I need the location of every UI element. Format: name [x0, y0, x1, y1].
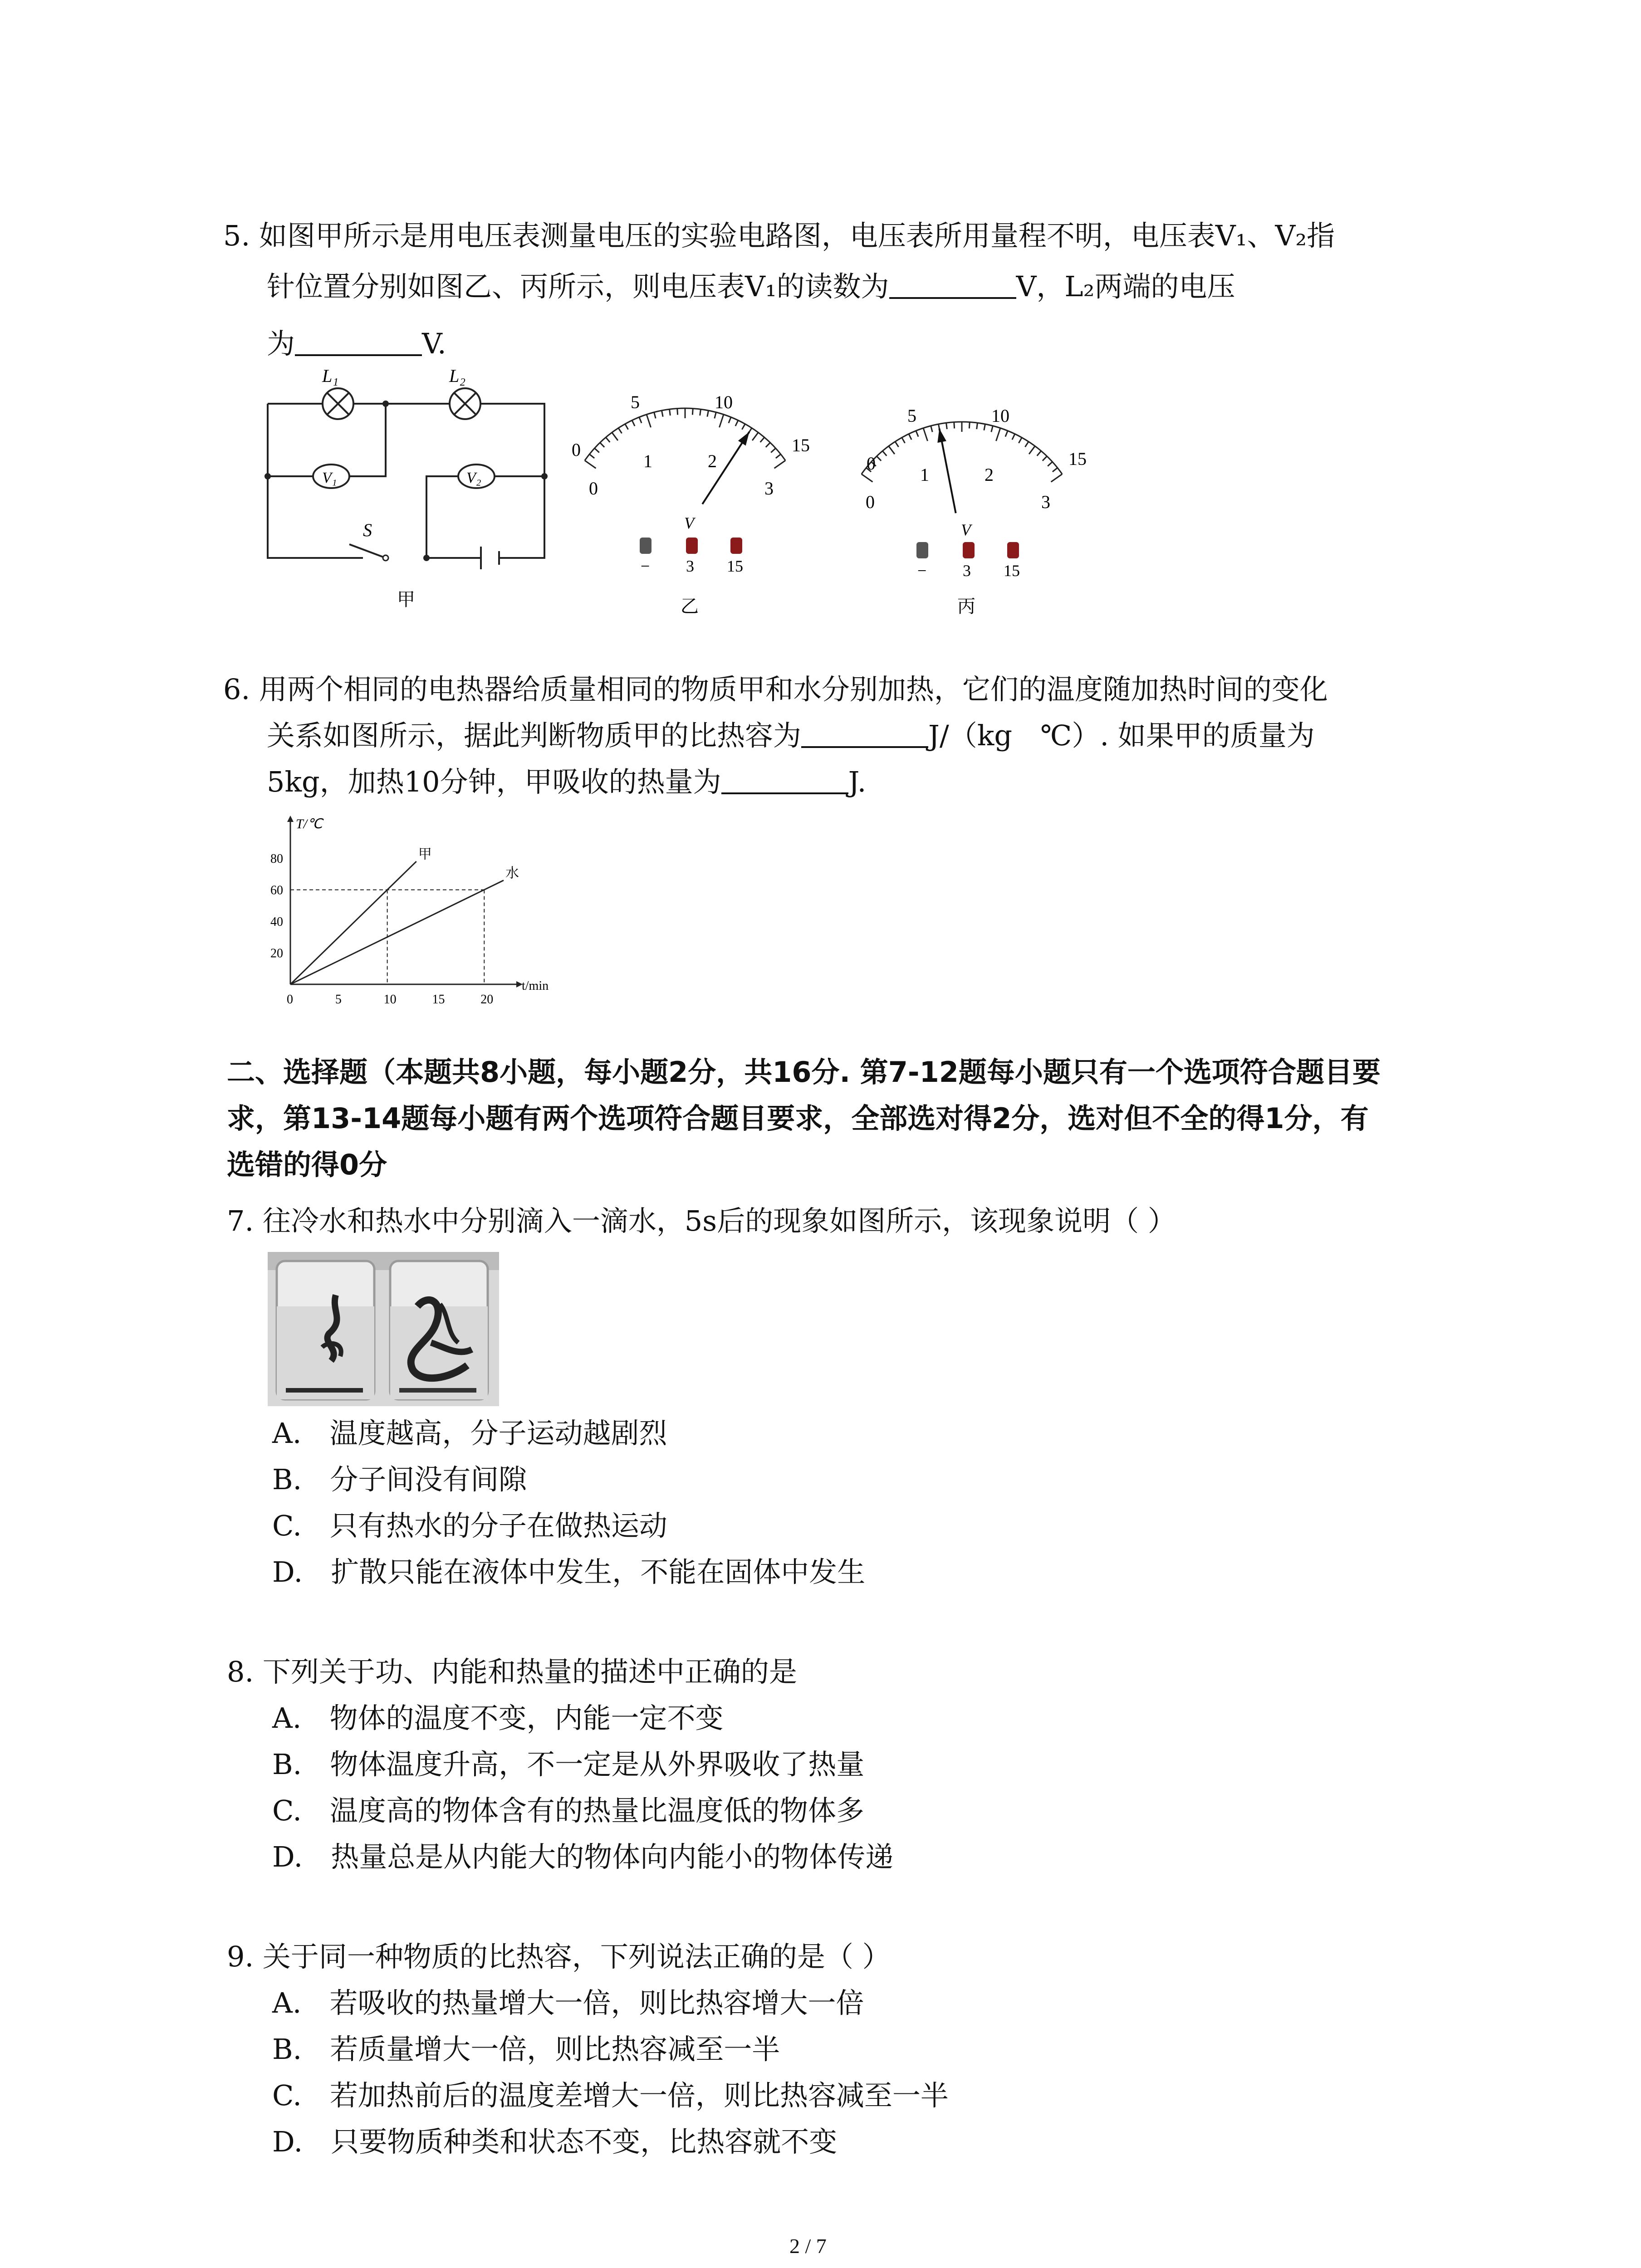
- x-tick-label: 10: [383, 992, 397, 1007]
- meter-tick: [969, 422, 970, 429]
- meter-tick: [742, 424, 745, 430]
- meter-tick: [996, 428, 1000, 441]
- meter-yi-inner-1: 1: [643, 451, 652, 471]
- meter-tick: [692, 409, 693, 415]
- meter-tick: [612, 432, 618, 440]
- q5-blank-2[interactable]: [295, 328, 422, 356]
- q6-line3-text: 5kg，加热10分钟，甲吸收的热量为: [267, 765, 721, 798]
- meter-tick: [625, 424, 628, 430]
- q9-option-b[interactable]: B. 若质量增大一倍，则比热容减至一半: [272, 2033, 780, 2066]
- terminal-3v-icon: [963, 542, 975, 558]
- y-axis-label: T/℃: [296, 816, 323, 831]
- caption-yi: 乙: [681, 596, 699, 617]
- terminal-15v-icon: [730, 538, 742, 554]
- q8-stem: 8. 下列关于功、内能和热量的描述中正确的是: [227, 1655, 797, 1688]
- q6-line3: [267, 764, 866, 800]
- q7-option-a[interactable]: A. 温度越高，分子运动越剧烈: [272, 1417, 667, 1450]
- meter-tick: [606, 437, 610, 442]
- meter-tick: [594, 448, 599, 452]
- meter-bing-outer-0: 0: [867, 453, 876, 474]
- y-tick-label: 40: [270, 915, 283, 929]
- meter-tick: [760, 437, 764, 442]
- meter-tick: [931, 426, 933, 432]
- q6-line3-text-b: J.: [848, 765, 867, 798]
- meter-yi-outer-15: 15: [792, 435, 810, 455]
- meter-tick: [991, 426, 993, 432]
- q6-line2-text: 关系如图所示，据此判断物质甲的比热容为: [267, 719, 802, 752]
- meter-tick: [1051, 474, 1063, 482]
- meter-tick: [729, 417, 731, 423]
- q7-option-d[interactable]: D. 扩散只能在液体中发生，不能在固体中发生: [272, 1555, 866, 1589]
- meter-tick: [677, 409, 678, 415]
- meter-tick: [954, 422, 955, 429]
- meter-yi-inner-0: 0: [589, 478, 598, 499]
- meter-yi-unit: V: [684, 514, 694, 532]
- caption-jia: 甲: [397, 589, 415, 610]
- meter-yi-inner-2: 2: [708, 451, 717, 471]
- meter-tick: [916, 431, 918, 437]
- meter-tick: [654, 412, 656, 419]
- label-S: S: [363, 520, 372, 540]
- meter-tick: [1053, 468, 1058, 472]
- q5-line3: [267, 326, 446, 362]
- q5-line3-text: 为: [267, 327, 295, 360]
- q5-blank-1[interactable]: [889, 271, 1016, 299]
- meter-tick: [752, 432, 758, 440]
- meter-tick: [946, 423, 947, 429]
- meter-tick: [1025, 442, 1029, 447]
- label-L1: L₁: [322, 366, 339, 386]
- meter-tick: [647, 415, 651, 427]
- q7-option-c[interactable]: C. 只有热水的分子在做热运动: [272, 1509, 667, 1542]
- meter-bing-unit: V: [961, 521, 971, 539]
- meter-tick: [895, 442, 899, 447]
- meter-tick: [670, 409, 671, 415]
- meter-tick: [1005, 431, 1008, 437]
- q5-line3-text-b: V.: [422, 327, 446, 360]
- label-V2: V₂: [466, 469, 481, 486]
- meter-tick: [1037, 451, 1041, 456]
- meter-tick: [715, 412, 716, 419]
- series-line-jia: [290, 861, 416, 984]
- y-tick-label: 80: [270, 852, 283, 866]
- q9-option-c[interactable]: C. 若加热前后的温度差增大一倍，则比热容减至一半: [272, 2079, 949, 2112]
- meter-tick: [923, 428, 927, 441]
- q7-stem: 7. 往冷水和热水中分别滴入一滴水，5s后的现象如图所示，该现象说明（ ）: [227, 1204, 1176, 1237]
- page-number: 2 / 7: [789, 2234, 827, 2258]
- section2-heading-line2: 求，第13-14题每小题有两个选项符合题目要求，全部选对得2分，选对但不全的得1分，有: [227, 1102, 1369, 1135]
- meter-needle-tip: [738, 432, 749, 446]
- meter-yi-term-15: 15: [727, 557, 743, 575]
- y-tick-label: 20: [270, 946, 283, 961]
- terminal-negative-icon: [640, 538, 652, 554]
- temperature-chart: [263, 812, 549, 1012]
- q5-line2-text-b: V，L₂两端的电压: [1016, 270, 1235, 303]
- q5-line1: 5. 如图甲所示是用电压表测量电压的实验电路图，电压表所用量程不明，电压表V₁、V₂指: [223, 219, 1335, 252]
- series-label-water: 水: [505, 865, 519, 881]
- section2-heading-line1: 二、选择题（本题共8小题，每小题2分，共16分. 第7-12题每小题只有一个选项符合题目要: [227, 1056, 1381, 1089]
- diffusion-photo: [268, 1252, 499, 1406]
- q6-blank-2[interactable]: [721, 766, 848, 794]
- x-tick-label: 0: [287, 992, 293, 1007]
- voltmeter-yi: [540, 381, 830, 635]
- meter-bing-term-neg: −: [917, 562, 927, 580]
- meter-needle-tip: [937, 429, 946, 443]
- meter-tick: [1012, 434, 1015, 440]
- meter-bing-inner-2: 2: [985, 464, 994, 485]
- caption-bing: 丙: [957, 596, 975, 617]
- meter-tick: [618, 428, 622, 434]
- meter-tick: [766, 443, 770, 447]
- q8-option-c[interactable]: C. 温度高的物体含有的热量比温度低的物体多: [272, 1794, 864, 1827]
- meter-tick: [700, 409, 701, 415]
- q9-stem: 9. 关于同一种物质的比热容，下列说法正确的是（ ）: [227, 1940, 891, 1973]
- section2-heading-line3: 选错的得0分: [227, 1148, 387, 1181]
- meter-tick: [600, 443, 604, 447]
- meter-tick: [632, 420, 635, 426]
- series-label-jia: 甲: [418, 846, 432, 863]
- meter-tick: [1029, 446, 1035, 454]
- q9-option-d[interactable]: D. 只要物质种类和状态不变，比热容就不变: [272, 2125, 838, 2158]
- meter-tick: [1019, 438, 1022, 443]
- q6-blank-1[interactable]: [801, 720, 928, 748]
- y-axis-arrow-icon: [287, 816, 294, 822]
- x-tick-label: 15: [432, 992, 445, 1007]
- meter-tick: [585, 460, 596, 468]
- x-tick-label: 5: [335, 992, 342, 1007]
- q6-line2-text-b: J/（kg ℃）. 如果甲的质量为: [928, 719, 1315, 752]
- meter-tick: [774, 460, 786, 468]
- meter-tick: [977, 423, 978, 429]
- meter-tick: [1043, 456, 1047, 461]
- meter-bing-outer-10: 10: [991, 406, 1009, 426]
- meter-tick: [889, 446, 895, 454]
- meter-tick: [639, 417, 642, 423]
- q7-option-b[interactable]: B. 分子间没有间隙: [272, 1463, 527, 1496]
- meter-yi-term-neg: −: [641, 557, 650, 575]
- meter-tick: [661, 411, 663, 417]
- q5-line2: [267, 269, 1235, 305]
- q5-line2-text: 针位置分别如图乙、丙所示，则电压表V₁的读数为: [267, 270, 889, 303]
- terminal-negative-icon: [916, 542, 928, 558]
- meter-tick: [882, 451, 887, 456]
- meter-bing-inner-3: 3: [1041, 492, 1050, 512]
- meter-tick: [877, 456, 881, 461]
- series-line-water: [290, 880, 504, 984]
- circuit-diagram: [254, 363, 581, 617]
- q8-option-d[interactable]: D. 热量总是从内能大的物体向内能小的物体传递: [272, 1840, 894, 1873]
- terminal-15v-icon: [1007, 542, 1019, 558]
- meter-bing-outer-5: 5: [907, 406, 916, 426]
- voltmeter-bing: [835, 395, 1125, 635]
- meter-bing-inner-1: 1: [920, 464, 929, 485]
- meter-yi-outer-10: 10: [715, 392, 733, 412]
- meter-tick: [771, 448, 775, 452]
- q8-option-b[interactable]: B. 物体温度升高，不一定是从外界吸收了热量: [272, 1748, 865, 1781]
- meter-bing-inner-0: 0: [866, 492, 875, 512]
- label-L2: L₂: [449, 366, 466, 386]
- meter-yi-outer-5: 5: [631, 392, 640, 412]
- meter-bing-outer-15: 15: [1068, 449, 1087, 469]
- terminal-3v-icon: [686, 538, 698, 554]
- q8-option-a[interactable]: A. 物体的温度不变，内能一定不变: [272, 1701, 724, 1735]
- meter-tick: [1048, 462, 1052, 466]
- meter-tick: [589, 454, 594, 458]
- label-V1: V₁: [322, 469, 337, 486]
- meter-tick: [735, 420, 738, 426]
- x-tick-label: 20: [480, 992, 494, 1007]
- meter-tick: [707, 411, 709, 417]
- meter-yi-outer-0: 0: [572, 440, 581, 460]
- y-tick-label: 60: [270, 883, 283, 898]
- meter-yi-term-3: 3: [686, 557, 694, 575]
- x-axis-label: t/min: [522, 979, 549, 993]
- q6-line2: [267, 718, 1315, 754]
- meter-tick: [984, 424, 985, 430]
- meter-yi-dial: [585, 408, 785, 504]
- q6-line1: 6. 用两个相同的电热器给质量相同的物质甲和水分别加热，它们的温度随加热时间的变化: [223, 673, 1328, 706]
- meter-bing-dial: [862, 422, 1062, 513]
- meter-tick: [776, 454, 781, 458]
- chart-plot-area: [270, 816, 549, 1007]
- meter-tick: [909, 434, 911, 440]
- meter-tick: [719, 415, 723, 427]
- q9-option-a[interactable]: A. 若吸收的热量增大一倍，则比热容增大一倍: [272, 1986, 864, 2019]
- meter-tick: [862, 474, 873, 482]
- meter-tick: [902, 438, 905, 443]
- meter-bing-term-3: 3: [963, 562, 971, 580]
- meter-bing-term-15: 15: [1004, 562, 1020, 580]
- meter-yi-inner-3: 3: [764, 478, 774, 499]
